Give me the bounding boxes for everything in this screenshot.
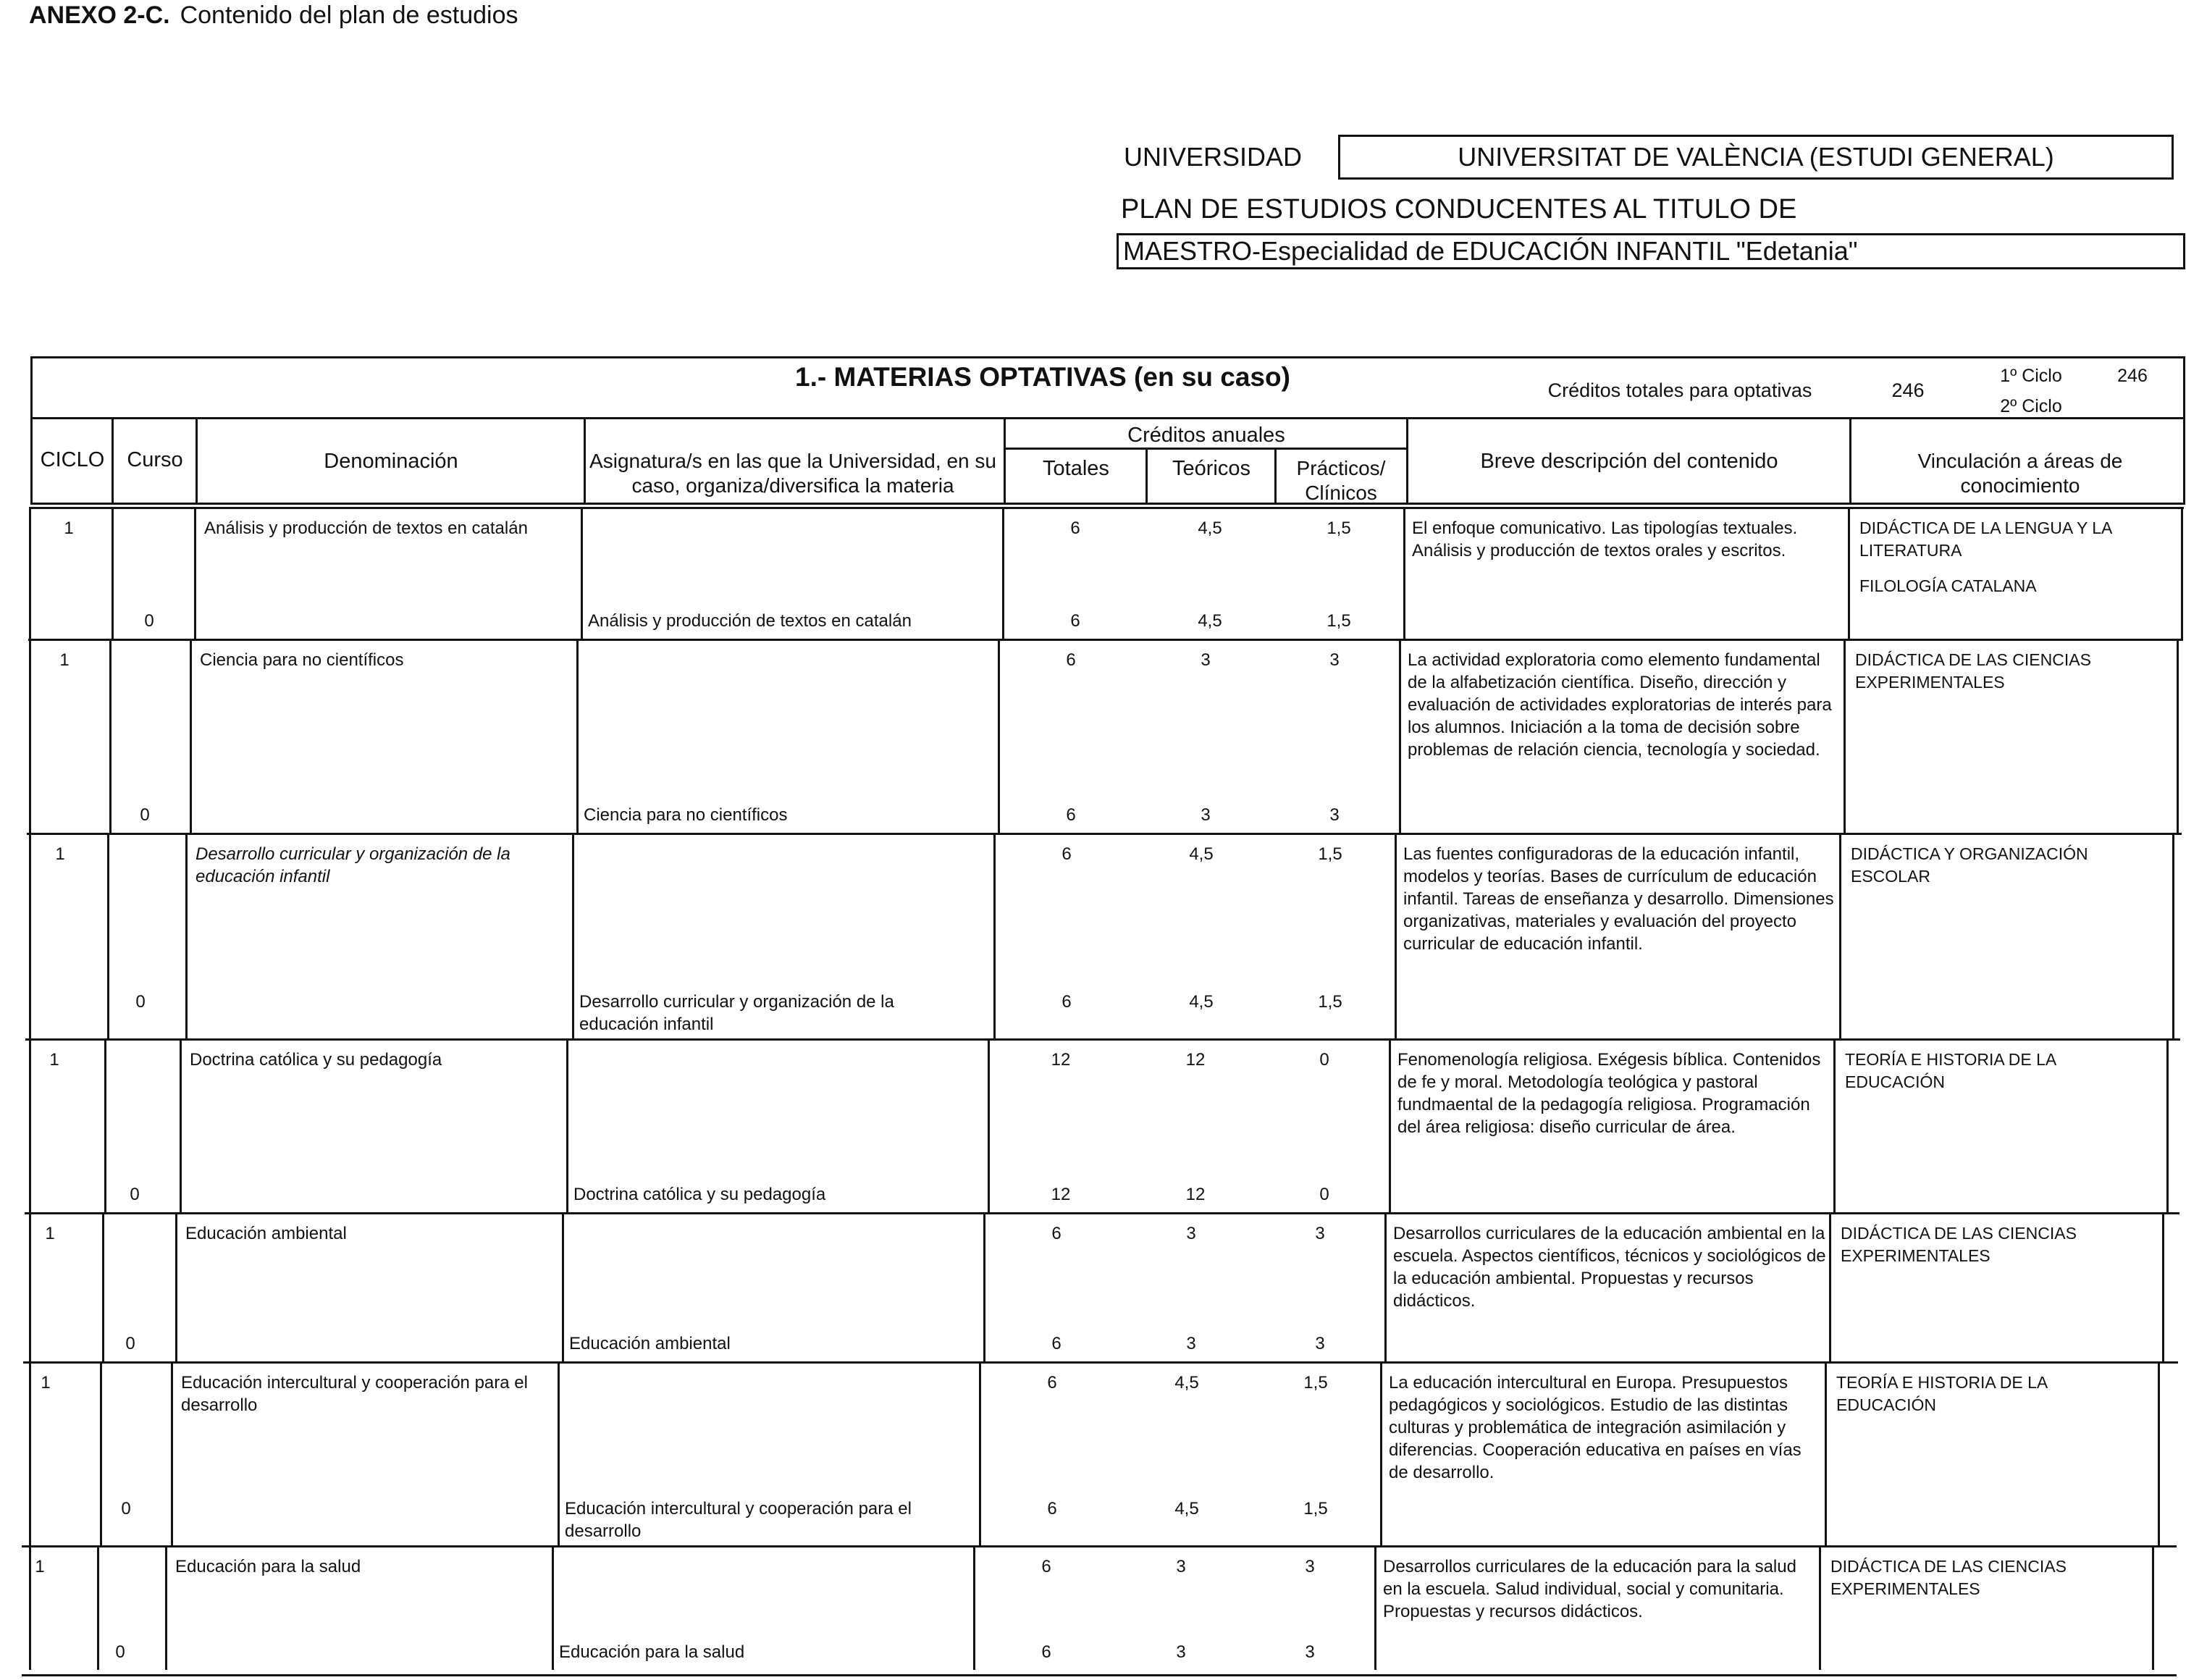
header-asignatura: Asignatura/s en las que la Universidad, en su caso, organiza/diversifica la materia	[589, 450, 996, 497]
row-divider	[22, 1545, 2177, 1547]
cell-curso: 0	[135, 992, 146, 1012]
cell-practicos: 0	[1319, 1050, 1329, 1070]
cell-denominacion: Doctrina católica y su pedagogía	[190, 1050, 442, 1070]
cell-vinculacion: DIDÁCTICA Y ORGANIZACIÓN ESCOLAR	[1851, 844, 2088, 886]
cell-denominacion: Ciencia para no científicos	[200, 650, 404, 670]
cell-asig-practicos: 1,5	[1318, 992, 1342, 1012]
row-col-divider	[29, 833, 31, 1038]
cell-totales: 6	[1066, 650, 1076, 670]
header-practicos: Prácticos/ Clínicos	[1296, 457, 1386, 501]
cell-asignatura: Educación ambiental	[569, 1334, 731, 1353]
row-col-divider	[1829, 1212, 1831, 1361]
cell-denominacion: Educación intercultural y cooperación para el desarrollo	[181, 1373, 528, 1415]
row-col-divider	[194, 507, 196, 639]
cell-asig-teoricos: 3	[1201, 805, 1211, 825]
cell-teoricos: 3	[1176, 1557, 1186, 1576]
row-col-divider	[1403, 507, 1405, 639]
credits-total-label: Créditos totales para optativas	[1547, 379, 1812, 401]
cell-practicos: 1,5	[1303, 1373, 1328, 1393]
row-col-divider	[112, 507, 114, 639]
row-col-divider	[988, 1038, 990, 1212]
row-col-divider	[2177, 639, 2179, 833]
cycle1-value: 246	[2117, 366, 2148, 386]
row-col-divider	[102, 1212, 104, 1361]
table-bottom-border	[22, 1674, 2177, 1676]
cycle2-label: 2º Ciclo	[2000, 396, 2062, 416]
cell-asignatura: Ciencia para no científicos	[584, 805, 788, 825]
cell-practicos: 1,5	[1318, 844, 1342, 864]
row-col-divider	[104, 1038, 106, 1212]
cell-teoricos: 3	[1186, 1224, 1196, 1243]
table-title: 1.- MATERIAS OPTATIVAS (en su caso)	[795, 362, 1290, 392]
row-col-divider	[29, 639, 31, 833]
cell-totales: 6	[1070, 518, 1080, 538]
cell-asig-teoricos: 4,5	[1198, 611, 1222, 631]
cell-asig-totales: 6	[1062, 992, 1072, 1012]
row-col-divider	[1002, 507, 1004, 639]
cell-teoricos: 3	[1201, 650, 1211, 670]
header-descripcion: Breve descripción del contenido	[1480, 450, 1778, 473]
row-col-divider	[1839, 833, 1841, 1038]
cell-asig-totales: 12	[1051, 1185, 1071, 1204]
annex-heading	[29, 1, 518, 30]
row-col-divider	[566, 1038, 568, 1212]
row-col-divider	[581, 507, 583, 639]
cell-teoricos: 12	[1185, 1050, 1206, 1070]
cell-curso: 0	[130, 1185, 140, 1204]
row-col-divider	[576, 639, 579, 833]
cell-vinculacion: TEORÍA E HISTORIA DE LA EDUCACIÓN	[1836, 1373, 2048, 1414]
cell-ciclo: 1	[35, 1557, 45, 1576]
cell-descripcion: La actividad exploratoria como elemento fundamental de la alfabetización científica. Diseño, dirección y evaluación de actividades exploratorias de interés para los alumnos. Iniciación a la toma de decisión sobre problemas de relación ciencia, tecnología y sociedad.	[1408, 650, 1832, 760]
header-ciclo: CICLO	[40, 448, 105, 471]
cell-asig-totales: 6	[1041, 1642, 1051, 1662]
plan-label: PLAN DE ESTUDIOS CONDUCENTES AL TITULO DE	[1121, 194, 1797, 224]
row-divider	[25, 1038, 2180, 1041]
row-col-divider	[562, 1212, 564, 1361]
cell-descripcion: Desarrollos curriculares de la educación ambiental en la escuela. Aspectos científicos, técnicos y sociológicos de la educación ambiental. Propuestas y recursos didácticos.	[1393, 1224, 1826, 1311]
cell-teoricos: 4,5	[1174, 1373, 1199, 1393]
row-col-divider	[1825, 1361, 1827, 1545]
cell-asig-teoricos: 4,5	[1174, 1499, 1199, 1519]
row-col-divider	[1374, 1545, 1376, 1670]
cell-asig-practicos: 1,5	[1327, 611, 1351, 631]
cell-ciclo: 1	[49, 1050, 59, 1070]
row-divider	[28, 639, 2183, 641]
row-col-divider	[107, 833, 109, 1038]
row-col-divider	[552, 1545, 554, 1670]
cell-denominacion: Análisis y producción de textos en catalán	[204, 518, 528, 538]
cell-asig-practicos: 3	[1329, 805, 1340, 825]
row-col-divider	[180, 1038, 182, 1212]
cell-asig-practicos: 0	[1319, 1185, 1329, 1204]
creditos-subheader-line	[1004, 448, 1406, 450]
header-vinculacion: Vinculación a áreas de conocimiento	[1917, 450, 2123, 497]
row-col-divider	[109, 639, 112, 833]
row-col-divider	[185, 833, 188, 1038]
cell-descripcion: Fenomenología religiosa. Exégesis bíblica. Contenidos de fe y moral. Metodología teológica y pastoral fundmaental de la pedagogía religiosa. Programación del área religiosa: diseño curricular de área.	[1397, 1050, 1821, 1137]
cell-totales: 6	[1047, 1373, 1057, 1393]
row-col-divider	[100, 1361, 102, 1545]
header-col-divider	[1274, 448, 1277, 503]
cell-teoricos: 4,5	[1198, 518, 1222, 538]
cell-asignatura: Educación intercultural y cooperación para el desarrollo	[565, 1499, 912, 1541]
cell-asig-totales: 6	[1047, 1499, 1057, 1519]
cell-practicos: 3	[1305, 1557, 1315, 1576]
row-col-divider	[2152, 1545, 2154, 1670]
row-col-divider	[572, 833, 574, 1038]
header-col-divider	[1406, 417, 1408, 503]
row-col-divider	[558, 1361, 560, 1545]
cell-practicos: 3	[1315, 1224, 1325, 1243]
row-col-divider	[29, 507, 31, 639]
row-col-divider	[2181, 507, 2183, 639]
cell-descripcion: El enfoque comunicativo. Las tipologías textuales. Análisis y producción de textos orales y escritos.	[1412, 518, 1798, 560]
cell-asig-totales: 6	[1070, 611, 1080, 631]
cell-asig-practicos: 3	[1305, 1642, 1315, 1662]
table-right-border	[2183, 356, 2185, 504]
cell-totales: 6	[1062, 844, 1072, 864]
cell-ciclo: 1	[41, 1373, 51, 1393]
cell-vinculacion: DIDÁCTICA DE LAS CIENCIAS EXPERIMENTALES	[1855, 650, 2091, 692]
row-col-divider	[2172, 833, 2174, 1038]
row-col-divider	[175, 1212, 177, 1361]
row-col-divider	[1819, 1545, 1821, 1670]
cell-vinculacion-2: FILOLOGÍA CATALANA	[1859, 576, 2037, 595]
cell-asig-practicos: 1,5	[1303, 1499, 1328, 1519]
row-divider	[25, 1212, 2179, 1214]
row-col-divider	[973, 1545, 975, 1670]
row-divider	[27, 833, 2182, 835]
cell-vinculacion: TEORÍA E HISTORIA DE LA EDUCACIÓN	[1845, 1050, 2056, 1091]
cell-vinculacion: DIDÁCTICA DE LA LENGUA Y LA LITERATURA	[1859, 518, 2112, 560]
cell-totales: 12	[1051, 1050, 1071, 1070]
cell-denominacion: Desarrollo curricular y organización de la educación infantil	[196, 844, 510, 886]
header-bottom-border	[30, 503, 2185, 505]
cell-asig-teoricos: 12	[1185, 1185, 1206, 1204]
credits-total-value: 246	[1891, 379, 1925, 401]
cell-denominacion: Educación para la salud	[175, 1557, 361, 1576]
cell-asig-totales: 6	[1066, 805, 1076, 825]
cell-descripcion: Desarrollos curriculares de la educación para la salud en la escuela. Salud individual, social y comunitaria. Propuestas y recursos didácticos.	[1383, 1557, 1796, 1621]
row-col-divider	[2158, 1361, 2160, 1545]
row-col-divider	[1395, 833, 1397, 1038]
header-col-divider	[196, 417, 198, 503]
row-col-divider	[1399, 639, 1401, 833]
header-col-divider	[1849, 417, 1851, 503]
cell-descripcion: La educación intercultural en Europa. Presupuestos pedagógicos y sociológicos. Estudio de las distintas culturas y problemática de integración asimilación y diferencias. Cooperación educativa en países en vías de desarrollo.	[1389, 1373, 1802, 1482]
row-divider	[29, 507, 2184, 509]
row-col-divider	[993, 833, 996, 1038]
cell-asig-practicos: 3	[1315, 1334, 1325, 1353]
cell-asig-totales: 6	[1051, 1334, 1062, 1353]
header-col-divider	[1145, 448, 1148, 503]
row-col-divider	[2162, 1212, 2164, 1361]
row-col-divider	[1833, 1038, 1836, 1212]
header-curso: Curso	[127, 448, 183, 471]
cell-denominacion: Educación ambiental	[185, 1224, 347, 1243]
cell-asig-teoricos: 4,5	[1189, 992, 1214, 1012]
cell-ciclo: 1	[45, 1224, 55, 1243]
header-col-divider	[1004, 417, 1006, 503]
cell-asignatura: Educación para la salud	[559, 1642, 745, 1662]
header-totales: Totales	[1043, 457, 1109, 480]
cell-totales: 6	[1051, 1224, 1062, 1243]
header-teoricos: Teóricos	[1172, 457, 1250, 480]
cell-vinculacion: DIDÁCTICA DE LAS CIENCIAS EXPERIMENTALES	[1841, 1224, 2077, 1265]
cell-teoricos: 4,5	[1189, 844, 1214, 864]
annex-title: Contenido del plan de estudios	[180, 1, 518, 29]
cell-asignatura: Doctrina católica y su pedagogía	[573, 1185, 826, 1204]
table-left-border	[30, 356, 33, 504]
cell-curso: 0	[125, 1334, 135, 1353]
cell-ciclo: 1	[59, 650, 70, 670]
cell-practicos: 3	[1329, 650, 1340, 670]
cell-curso: 0	[144, 611, 154, 631]
cell-ciclo: 1	[64, 518, 74, 538]
title-row-divider	[30, 417, 2185, 419]
row-col-divider	[190, 639, 192, 833]
university-name-box: UNIVERSITAT DE VALÈNCIA (ESTUDI GENERAL)	[1338, 135, 2174, 180]
row-col-divider	[998, 639, 1000, 833]
cell-asignatura: Análisis y producción de textos en catalán	[588, 611, 912, 631]
cycle1-label: 1º Ciclo	[2000, 366, 2062, 386]
cell-asig-teoricos: 3	[1186, 1334, 1196, 1353]
header-creditos-anuales: Créditos anuales	[1127, 424, 1285, 447]
plan-title-box: MAESTRO-Especialidad de EDUCACIÓN INFANTIL "Edetania"	[1117, 233, 2185, 269]
row-col-divider	[979, 1361, 981, 1545]
cell-asig-teoricos: 3	[1176, 1642, 1186, 1662]
row-col-divider	[1848, 507, 1850, 639]
cell-descripcion: Las fuentes configuradoras de la educación infantil, modelos y teorías. Bases de currículum de educación infantil. Tareas de enseñanza y desarrollo. Dimensiones organizativas, materiales y evaluación del proyecto curricular de educación infantil.	[1403, 844, 1834, 954]
row-col-divider	[2166, 1038, 2169, 1212]
row-col-divider	[983, 1212, 985, 1361]
row-col-divider	[1384, 1212, 1387, 1361]
row-col-divider	[1380, 1361, 1382, 1545]
row-divider	[23, 1361, 2178, 1364]
row-col-divider	[165, 1545, 167, 1670]
cell-curso: 0	[121, 1499, 131, 1519]
row-col-divider	[1844, 639, 1846, 833]
header-col-divider	[112, 417, 114, 503]
cell-totales: 6	[1041, 1557, 1051, 1576]
cell-curso: 0	[115, 1642, 125, 1662]
row-col-divider	[171, 1361, 173, 1545]
cell-practicos: 1,5	[1327, 518, 1351, 538]
header-denominacion: Denominación	[324, 450, 458, 473]
cell-ciclo: 1	[55, 844, 65, 864]
table-top-border	[30, 356, 2185, 358]
cell-vinculacion: DIDÁCTICA DE LAS CIENCIAS EXPERIMENTALES	[1830, 1557, 2067, 1598]
cell-curso: 0	[140, 805, 150, 825]
row-col-divider	[1389, 1038, 1391, 1212]
cell-asignatura: Desarrollo curricular y organización de la educación infantil	[579, 992, 894, 1034]
annex-code: ANEXO 2-C.	[29, 1, 170, 29]
university-label: UNIVERSIDAD	[1124, 142, 1303, 172]
header-col-divider	[584, 417, 586, 503]
